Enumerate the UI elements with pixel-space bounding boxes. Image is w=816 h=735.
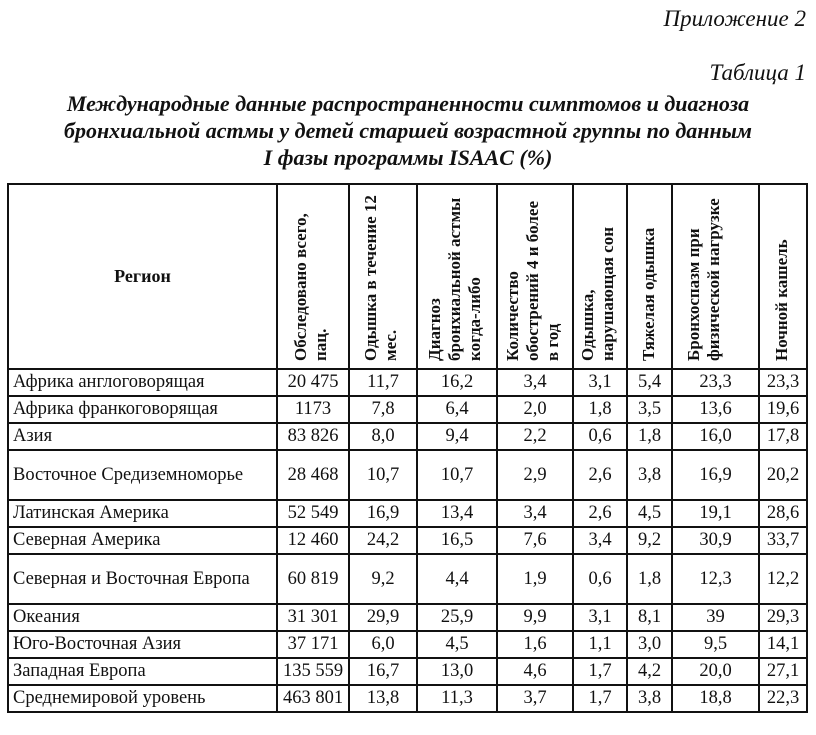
- table-cell: 16,2: [417, 369, 497, 396]
- column-header: [277, 184, 349, 369]
- table-cell: 0,6: [573, 554, 627, 604]
- table-cell: 7,6: [497, 527, 573, 554]
- table-cell: 18,8: [672, 685, 759, 712]
- table-cell: 14,1: [759, 631, 807, 658]
- table-cell: 4,2: [627, 658, 672, 685]
- table-cell: 4,4: [417, 554, 497, 604]
- table-title-line: Международные данные распространенности симптомов и диагноза: [66, 91, 750, 116]
- table-cell: 83 826: [277, 423, 349, 450]
- column-header-region: Регион: [8, 184, 277, 369]
- table-row: [8, 450, 807, 500]
- table-cell: 10,7: [349, 450, 417, 500]
- table-cell: 30,9: [672, 527, 759, 554]
- table-cell: 3,8: [627, 450, 672, 500]
- column-header-label: Ночной кашель: [772, 238, 791, 361]
- table-cell: 2,2: [497, 423, 573, 450]
- table-cell: 1,9: [497, 554, 573, 604]
- table-cell: 3,4: [497, 500, 573, 527]
- table-cell: 1,8: [627, 554, 672, 604]
- table-row: [8, 423, 807, 450]
- prevalence-table: [7, 183, 808, 713]
- table-cell: 19,1: [672, 500, 759, 527]
- column-header-label: Обследовано всего, пац.: [291, 212, 330, 361]
- table-cell: 3,1: [573, 369, 627, 396]
- table-cell: 3,5: [627, 396, 672, 423]
- region-cell: Западная Европа: [8, 658, 277, 685]
- table-cell: 9,5: [672, 631, 759, 658]
- table-row: [8, 369, 807, 396]
- table-cell: 29,9: [349, 604, 417, 631]
- table-cell: 24,2: [349, 527, 417, 554]
- table-cell: 3,4: [497, 369, 573, 396]
- table-cell: 20 475: [277, 369, 349, 396]
- column-header: [573, 184, 627, 369]
- table-cell: 28 468: [277, 450, 349, 500]
- table-cell: 135 559: [277, 658, 349, 685]
- appendix-label: Приложение 2: [663, 6, 806, 31]
- table-row: [8, 396, 807, 423]
- table-cell: 3,4: [573, 527, 627, 554]
- region-cell: Азия: [8, 423, 277, 450]
- table-cell: 1,6: [497, 631, 573, 658]
- table-cell: 13,6: [672, 396, 759, 423]
- table-row: [8, 685, 807, 712]
- table-cell: 2,0: [497, 396, 573, 423]
- region-cell: Океания: [8, 604, 277, 631]
- column-header: [497, 184, 573, 369]
- table-cell: 16,9: [672, 450, 759, 500]
- table-cell: 16,9: [349, 500, 417, 527]
- table-number: Таблица 1: [709, 60, 806, 85]
- column-header: [627, 184, 672, 369]
- column-header: [759, 184, 807, 369]
- table-title-line: I фазы программы ISAAC (%): [263, 145, 553, 170]
- table-title: [0, 90, 816, 171]
- table-title-line: бронхиальной астмы у детей старшей возрастной группы по данным: [63, 118, 752, 143]
- table-cell: 12 460: [277, 527, 349, 554]
- table-cell: 2,6: [573, 500, 627, 527]
- table-cell: 37 171: [277, 631, 349, 658]
- column-header-label: Одышка в течение 12 мес.: [361, 194, 400, 361]
- table-cell: 6,0: [349, 631, 417, 658]
- table-cell: 463 801: [277, 685, 349, 712]
- table-cell: 16,0: [672, 423, 759, 450]
- column-header-label: Диагноз бронхиальной астмы когда-либо: [425, 197, 484, 361]
- table-cell: 1,7: [573, 658, 627, 685]
- table-cell: 4,5: [417, 631, 497, 658]
- region-cell: Северная и Восточная Европа: [8, 554, 277, 604]
- table-cell: 39: [672, 604, 759, 631]
- table-cell: 25,9: [417, 604, 497, 631]
- table-cell: 1,8: [627, 423, 672, 450]
- region-cell: Африка англоговорящая: [8, 369, 277, 396]
- table-cell: 23,3: [759, 369, 807, 396]
- table-cell: 27,1: [759, 658, 807, 685]
- table-cell: 9,9: [497, 604, 573, 631]
- table-cell: 3,1: [573, 604, 627, 631]
- table-cell: 1,8: [573, 396, 627, 423]
- table-cell: 11,7: [349, 369, 417, 396]
- region-cell: Юго-Восточная Азия: [8, 631, 277, 658]
- table-cell: 3,7: [497, 685, 573, 712]
- table-cell: 3,8: [627, 685, 672, 712]
- column-header: [417, 184, 497, 369]
- table-cell: 1,7: [573, 685, 627, 712]
- table-cell: 29,3: [759, 604, 807, 631]
- region-cell: Латинская Америка: [8, 500, 277, 527]
- table-row: [8, 554, 807, 604]
- table-cell: 11,3: [417, 685, 497, 712]
- table-cell: 2,9: [497, 450, 573, 500]
- region-cell: Северная Америка: [8, 527, 277, 554]
- table-cell: 22,3: [759, 685, 807, 712]
- table-cell: 8,0: [349, 423, 417, 450]
- table-cell: 2,6: [573, 450, 627, 500]
- table-cell: 13,0: [417, 658, 497, 685]
- column-header-label: Бронхоспазм при физической нагрузке: [683, 197, 723, 361]
- table-cell: 13,4: [417, 500, 497, 527]
- table-cell: 0,6: [573, 423, 627, 450]
- table-cell: 23,3: [672, 369, 759, 396]
- region-cell: Африка франкоговорящая: [8, 396, 277, 423]
- table-cell: 9,2: [627, 527, 672, 554]
- column-header-label: Одышка, нарушающая сон: [578, 226, 617, 361]
- table-row: [8, 500, 807, 527]
- table-cell: 10,7: [417, 450, 497, 500]
- table-cell: 17,8: [759, 423, 807, 450]
- table-row: [8, 604, 807, 631]
- region-cell: Среднемировой уровень: [8, 685, 277, 712]
- table-cell: 28,6: [759, 500, 807, 527]
- table-row: [8, 527, 807, 554]
- column-header: [349, 184, 417, 369]
- table-cell: 9,4: [417, 423, 497, 450]
- table-cell: 9,2: [349, 554, 417, 604]
- table-cell: 1,1: [573, 631, 627, 658]
- region-cell: Восточное Средиземноморье: [8, 450, 277, 500]
- table-cell: 12,2: [759, 554, 807, 604]
- table-cell: 60 819: [277, 554, 349, 604]
- table-cell: 1173: [277, 396, 349, 423]
- table-cell: 13,8: [349, 685, 417, 712]
- table-cell: 33,7: [759, 527, 807, 554]
- table-cell: 7,8: [349, 396, 417, 423]
- table-cell: 6,4: [417, 396, 497, 423]
- table-cell: 8,1: [627, 604, 672, 631]
- table-row: [8, 631, 807, 658]
- header-row: [8, 184, 807, 369]
- table-cell: 3,0: [627, 631, 672, 658]
- table-cell: 31 301: [277, 604, 349, 631]
- table-cell: 19,6: [759, 396, 807, 423]
- table-cell: 4,6: [497, 658, 573, 685]
- table-cell: 16,7: [349, 658, 417, 685]
- table-cell: 12,3: [672, 554, 759, 604]
- column-header-label: Тяжелая одышка: [638, 227, 658, 361]
- column-header: [672, 184, 759, 369]
- table-cell: 52 549: [277, 500, 349, 527]
- table-row: [8, 658, 807, 685]
- table-cell: 16,5: [417, 527, 497, 554]
- column-header-label: Количество обострений 4 и более в год: [503, 200, 562, 361]
- table-cell: 5,4: [627, 369, 672, 396]
- table-cell: 20,0: [672, 658, 759, 685]
- table-cell: 4,5: [627, 500, 672, 527]
- table-cell: 20,2: [759, 450, 807, 500]
